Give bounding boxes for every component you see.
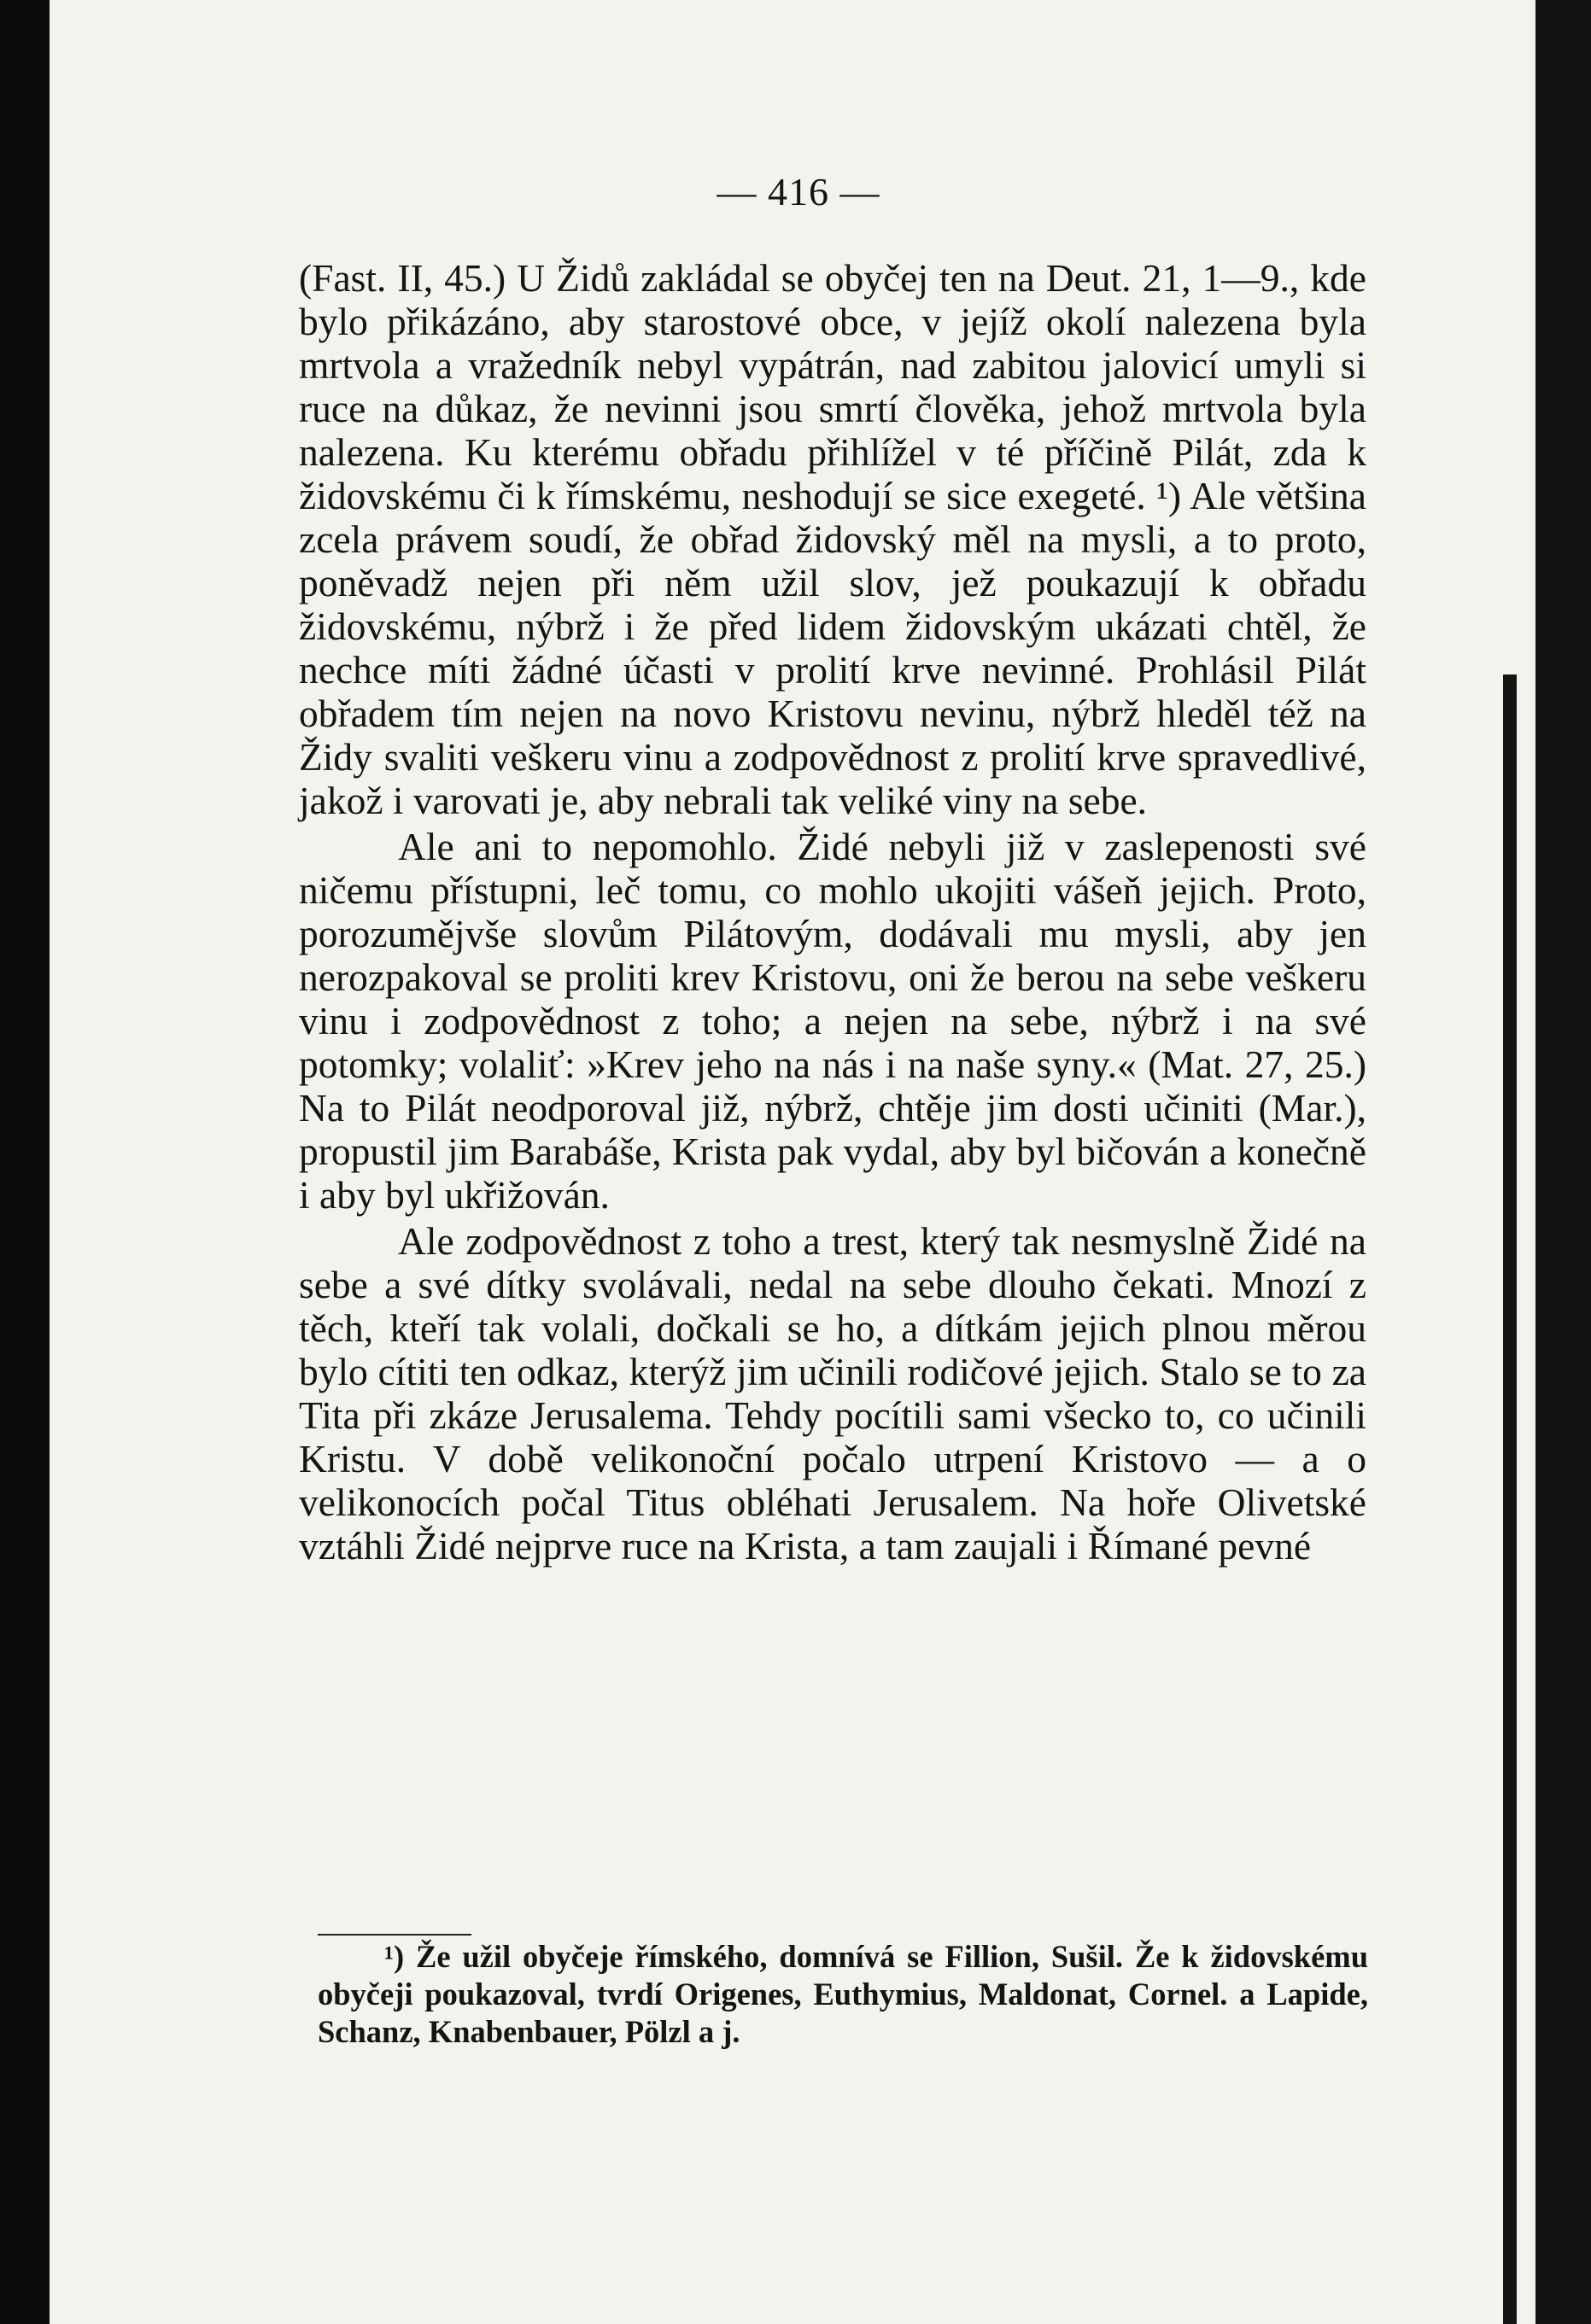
- paragraph-4: Ale zodpovědnost z toho a trest, který tak nesmyslně Židé na sebe a své dítky svolávali, nedal na sebe dlouho čekati. Mnozí z těch, kteří tak volali, dočkali se ho, a dítkám jejich plnou měrou bylo cítiti ten odkaz, kterýž jim učinili rodičové jejich. Stalo se to za Tita při zkáze Jerusalema. Tehdy pocítili sami všecko to, co učinili Kristu. V době velikonoční počalo utrpení Kristovo — a o velikonocích počal Titus obléhati Jerusalem. Na hoře Olivetské vztáhli Židé nejprve ruce na Krista, a tam zaujali i Římané pevné: [299, 1219, 1366, 1568]
- footnotes: [318, 1938, 1368, 2051]
- footnote-1-text: Že užil obyčeje římského, domnívá se Fillion, Sušil. Že k židovskému obyčeji poukazoval, tvrdí Origenes, Euthymius, Maldonat, Cornel. a Lapide, Schanz, Knabenbauer, Pölzl a j.: [318, 1939, 1368, 2049]
- footnote-divider: [318, 1934, 471, 1936]
- paragraph-2-text: Ale většina zcela právem soudí, že obřad židovský měl na mysli, a to proto, poněvadž nejen při něm užil slov, jež poukazují k obřadu židovskému, nýbrž i že před lidem židovským ukázati chtěl, že nechce míti žádné účasti v prolití krve nevinné. Prohlásil Pilát obřadem tím nejen na novo Kristovu nevinu, nýbrž hleděl též na Židy svaliti veškeru vinu a zodpovědnost z prolití krve spravedlivé, jakož i varovati je, aby nebrali tak veliké viny na sebe.: [299, 474, 1367, 822]
- footnote-reference: ¹): [1156, 474, 1182, 517]
- paragraph-3: Ale ani to nepomohlo. Židé nebyli již v zaslepenosti své ničemu přístupni, leč tomu, co mohlo ukojiti vášeň jejich. Proto, porozumějvše slovům Pilátovým, dodávali mu mysli, aby jen nerozpakoval se proliti krev Kristovu, oni že berou na sebe veškeru vinu i zodpovědnost z toho; a nejen na sebe, nýbrž i na své potomky; volaliť: »Krev jeho na nás i na naše syny.« (Mat. 27, 25.) Na to Pilát neodporoval již, nýbrž, chtěje jim dosti učiniti (Mar.), propustil jim Barabáše, Krista pak vydal, aby byl bičován a konečně i aby byl ukřižován.: [299, 825, 1366, 1217]
- page-number: — 416 —: [717, 170, 880, 213]
- paragraph-1: [299, 256, 1366, 822]
- page-edge-shadow: [1503, 674, 1517, 2324]
- footnote-1-marker: ¹): [384, 1939, 405, 1974]
- scan-border-right: [1535, 0, 1591, 2324]
- main-text: [299, 256, 1366, 1568]
- footnote-1: [318, 1938, 1368, 2051]
- paragraph-1-text: (Fast. II, 45.) U Židů zakládal se obyčej ten na Deut. 21, 1—9., kde bylo přikázáno, aby starostové obce, v jejíž okolí nalezena byla mrtvola a vražedník nebyl vypátrán, nad zabitou jalovicí umyli si ruce na důkaz, že nevinni jsou smrtí člověka, jehož mrtvola byla nalezena. Ku kterému obřadu přihlížel v té příčině Pilát, zda k židovskému či k římskému, neshodují se sice exegeté.: [299, 256, 1366, 517]
